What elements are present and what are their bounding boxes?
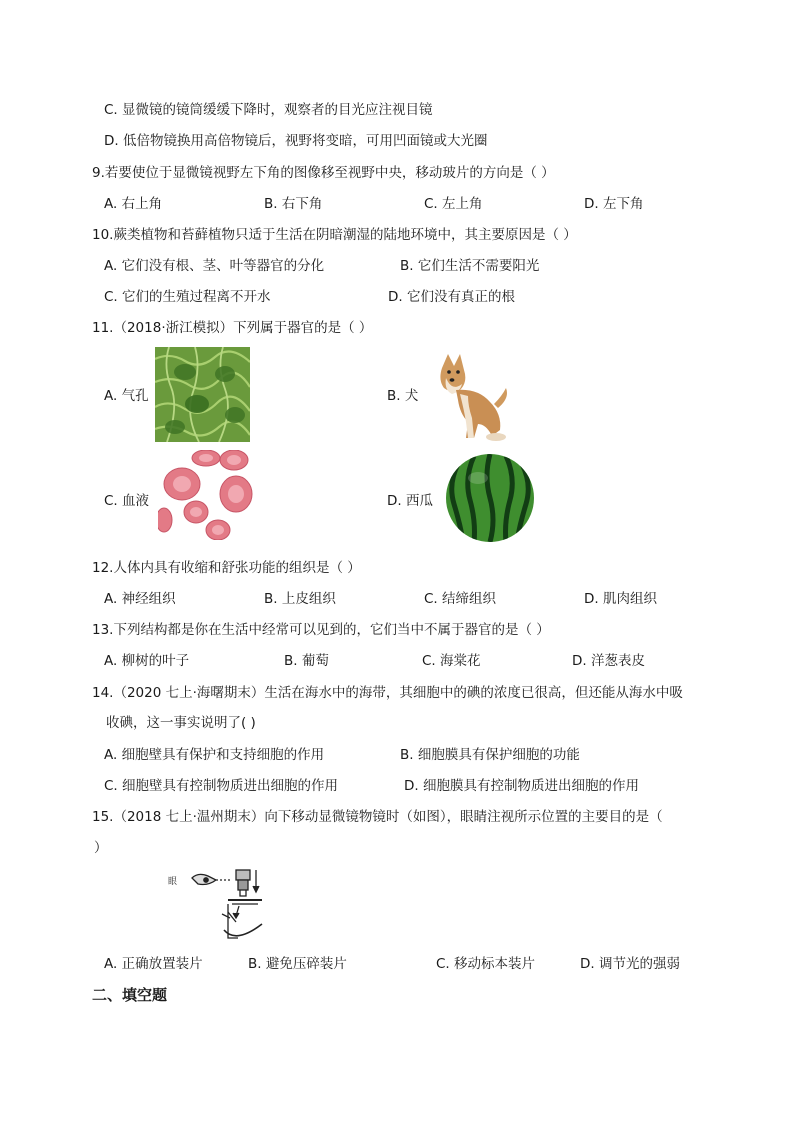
q14-stem-cont: 收碘，这一事实说明了( ) [106, 715, 256, 731]
q11-option-b: B. 犬 [387, 388, 419, 404]
q8-option-c: C. 显微镜的镜筒缓缓下降时，观察者的目光应注视目镜 [104, 102, 433, 118]
q12-option-d: D. 肌肉组织 [584, 591, 657, 607]
q13-stem: 13.下列结构都是你在生活中经常可以见到的，它们当中不属于器官的是（ ） [92, 622, 550, 638]
q14-option-d: D. 细胞膜具有控制物质进出细胞的作用 [404, 778, 639, 794]
q9-option-a: A. 右上角 [104, 196, 163, 212]
q12-option-a: A. 神经组织 [104, 591, 176, 607]
q12-option-c: C. 结缔组织 [424, 591, 497, 607]
q14-option-b: B. 细胞膜具有保护细胞的功能 [400, 747, 580, 763]
q9-option-c: C. 左上角 [424, 196, 483, 212]
q14-option-c: C. 细胞壁具有控制物质进出细胞的作用 [104, 778, 339, 794]
eye-label: 眼 [168, 877, 178, 887]
q11-option-a: A. 气孔 [104, 388, 149, 404]
stomata-image [155, 347, 250, 442]
q15-stem-cont: ） [94, 840, 108, 856]
q9-stem: 9.若要使位于显微镜视野左下角的图像移至视野中央，移动玻片的方向是（ ） [92, 165, 555, 181]
q10-stem: 10.蕨类植物和苔藓植物只适于生活在阴暗潮湿的陆地环境中，其主要原因是（ ） [92, 227, 577, 243]
q10-option-b: B. 它们生活不需要阳光 [400, 258, 540, 274]
q10-option-c: C. 它们的生殖过程离不开水 [104, 289, 271, 305]
q8-option-d: D. 低倍物镜换用高倍物镜后，视野将变暗，可用凹面镜或大光圈 [104, 133, 488, 149]
q9-option-d: D. 左下角 [584, 196, 644, 212]
q15-stem: 15.（2018 七上·温州期末）向下移动显微镜物镜时（如图），眼睛注视所示位置的主要目的是（ [92, 809, 663, 825]
q15-option-a: A. 正确放置装片 [104, 956, 203, 972]
blood-cells-image [158, 450, 253, 540]
q14-stem: 14.（2020 七上·海曙期末）生活在海水中的海带，其细胞中的碘的浓度已很高，但还能从海水中吸 [92, 685, 683, 701]
watermelon-image [444, 452, 536, 544]
q11-stem: 11.（2018·浙江模拟）下列属于器官的是（ ） [92, 320, 373, 336]
dog-image [430, 348, 512, 443]
section-title: 二、填空题 [92, 986, 168, 1004]
q12-option-b: B. 上皮组织 [264, 591, 336, 607]
q11-option-c: C. 血液 [104, 493, 150, 509]
q10-option-a: A. 它们没有根、茎、叶等器官的分化 [104, 258, 325, 274]
q9-option-b: B. 右下角 [264, 196, 323, 212]
q15-option-c: C. 移动标本装片 [436, 956, 536, 972]
q15-option-d: D. 调节光的强弱 [580, 956, 680, 972]
q13-option-c: C. 海棠花 [422, 653, 481, 669]
q11-option-d: D. 西瓜 [387, 493, 433, 509]
q13-option-d: D. 洋葱表皮 [572, 653, 645, 669]
q13-option-b: B. 葡萄 [284, 653, 329, 669]
q15-option-b: B. 避免压碎装片 [248, 956, 347, 972]
q10-option-d: D. 它们没有真正的根 [388, 289, 515, 305]
q14-option-a: A. 细胞壁具有保护和支持细胞的作用 [104, 747, 325, 763]
q12-stem: 12.人体内具有收缩和舒张功能的组织是（ ） [92, 560, 361, 576]
q13-option-a: A. 柳树的叶子 [104, 653, 190, 669]
microscope-figure [166, 866, 278, 946]
